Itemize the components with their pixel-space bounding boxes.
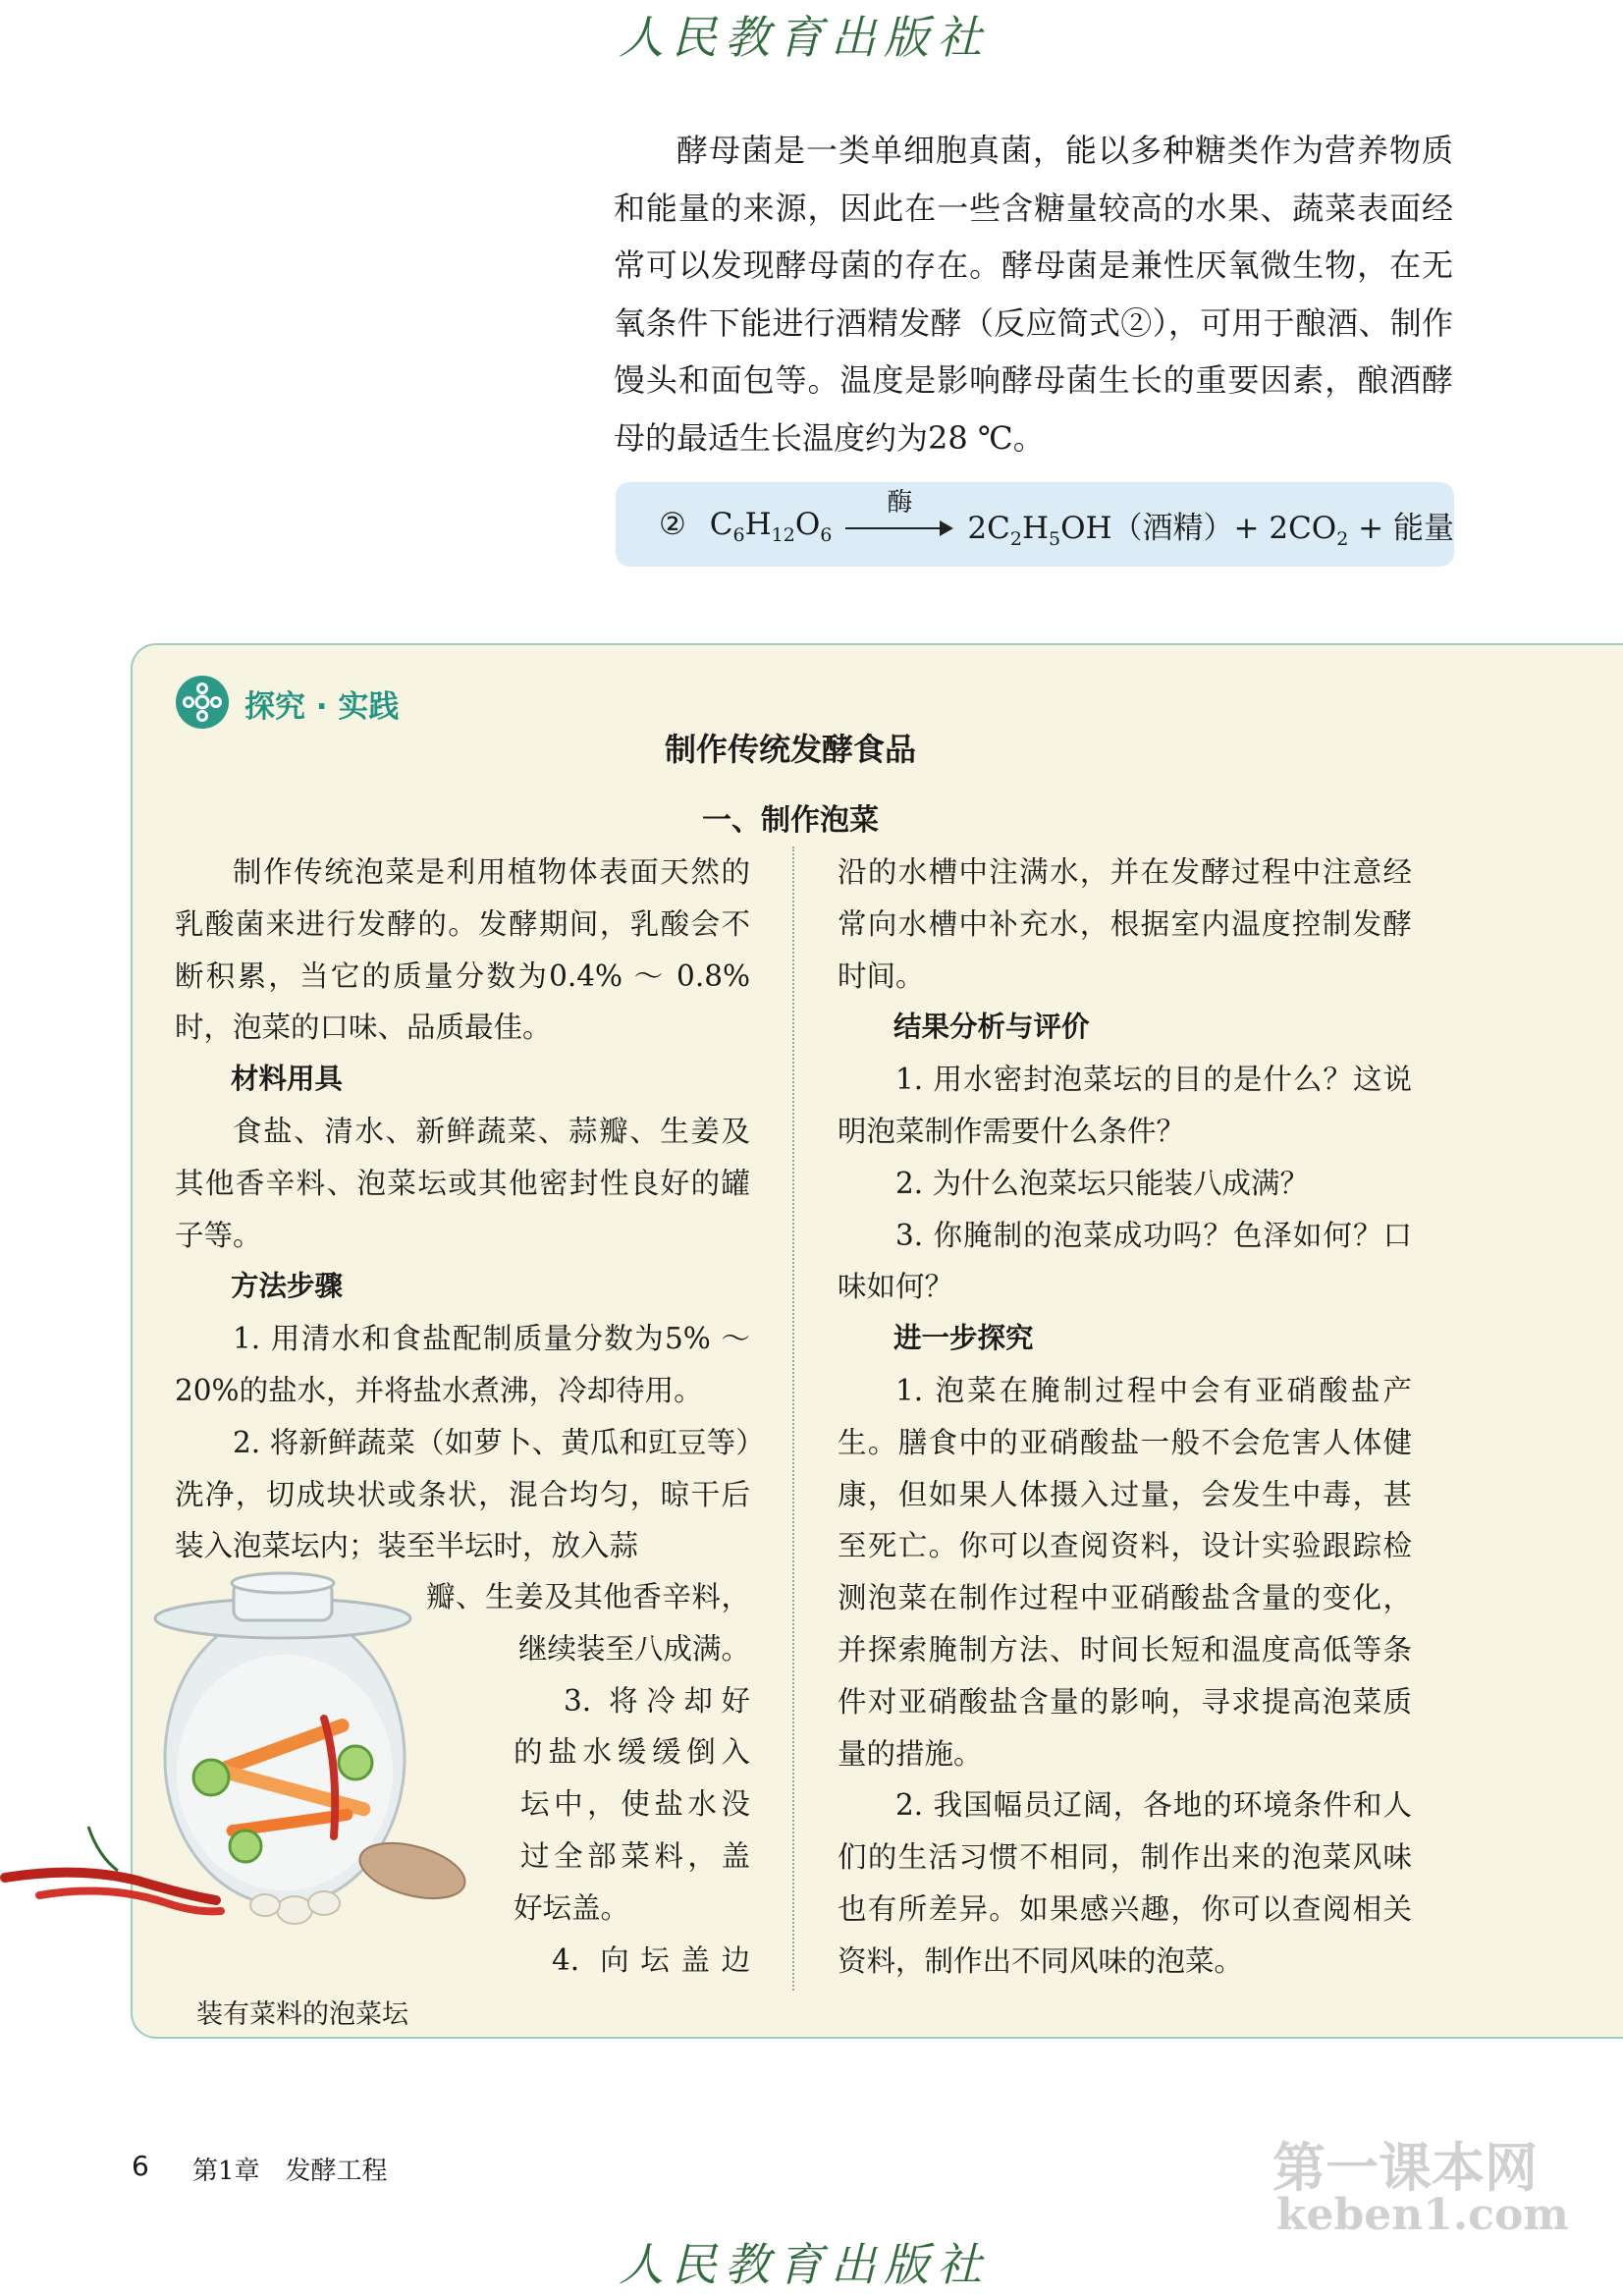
activity-title: 制作传统发酵食品: [664, 731, 916, 768]
result-heading: 结果分析与评价: [893, 1011, 1090, 1044]
activity-subtitle: 一、制作泡菜: [702, 803, 879, 838]
formula-reactant: $C_6H_{12}O_6$: [709, 507, 833, 547]
column-divider: [792, 847, 794, 1991]
publisher-watermark-top: 人民教育出版社: [619, 11, 990, 64]
further-1: 1. 泡菜在腌制过程中会有亚硝酸盐产生。膳食中的亚硝酸盐一般不会危害人体健康，但如果人体摄入过量，会发生中毒，甚至死亡。你可以查阅资料，设计实验跟踪检测泡菜在制作过程中亚硝酸盐含量的变化，并探索腌制方法、时间长短和温度高低等条件对亚硝酸盐含量的影响，寻求提高泡菜质量的措施。: [838, 1373, 1412, 1771]
materials-text: 食盐、清水、新鲜蔬菜、蒜瓣、生姜及其他香辛料、泡菜坛或其他密封性良好的罐子等。: [175, 1114, 750, 1252]
site-watermark-url: keben1.com: [1276, 2190, 1569, 2240]
intro-paragraph: 酵母菌是一类单细胞真菌，能以多种糖类作为营养物质和能量的来源，因此在一些含糖量较高的水果、蔬菜表面经常可以发现酵母菌的存在。酵母菌是兼性厌氧微生物，在无氧条件下能进行酒精发酵（反应简式②），可用于酿酒、制作馒头和面包等。温度是影响酵母菌生长的重要因素，酿酒酵母的最适生长温度约为28 ℃。: [614, 132, 1453, 457]
image-caption: 装有菜料的泡菜坛: [196, 1999, 408, 2030]
pickle-jar-image: [0, 1571, 511, 1994]
chapter-label: 第1章 发酵工程: [192, 2157, 388, 2186]
catalyst-label: 酶: [887, 488, 913, 518]
wrap-line: 好坛盖。: [514, 1891, 630, 1925]
question-3: 3. 你腌制的泡菜成功吗？色泽如何？口味如何？: [838, 1218, 1412, 1304]
wrap-line: 瓣、生姜及其他香辛料，: [426, 1580, 750, 1613]
question-2: 2. 为什么泡菜坛只能装八成满？: [895, 1166, 1310, 1200]
formula-number: ②: [659, 507, 686, 542]
section-badge-label: 探究 · 实践: [244, 689, 400, 725]
further-heading: 进一步探究: [893, 1322, 1034, 1355]
reaction-arrow-icon: [845, 488, 953, 541]
publisher-watermark-bottom: 人民教育出版社: [619, 2238, 990, 2291]
step-4-continued: 沿的水槽中注满水，并在发酵过程中注意经常向水槽中补充水，根据室内温度控制发酵时间。: [838, 855, 1412, 993]
wrap-line: 的盐水缓缓倒入: [514, 1735, 750, 1769]
intro-text: [614, 122, 1453, 466]
wrap-line: 4. 向坛盖边: [552, 1943, 750, 1977]
method-heading: 方法步骤: [231, 1270, 344, 1303]
wrap-line: 3. 将冷却好: [564, 1684, 750, 1718]
step-2: 2. 将新鲜蔬菜（如萝卜、黄瓜和豇豆等）洗净，切成块状或条状，混合均匀，晾干后装入泡菜坛内；装至半坛时，放入蒜: [175, 1425, 750, 1563]
molecule-icon: [176, 676, 229, 729]
step-1: 1. 用清水和食盐配制质量分数为5% ～ 20%的盐水，并将盐水煮沸，冷却待用。: [175, 1322, 750, 1407]
question-1: 1. 用水密封泡菜坛的目的是什么？这说明泡菜制作需要什么条件？: [838, 1063, 1412, 1148]
formula-products: $2C_2H_5OH$（酒精）+ $2CO_2$ + 能量: [967, 510, 1454, 550]
site-watermark: 第一课本网: [1272, 2137, 1538, 2199]
reaction-formula: [616, 482, 1454, 567]
page-number: 6: [132, 2150, 149, 2182]
further-2: 2. 我国幅员辽阔，各地的环境条件和人们的生活习惯不相同，制作出来的泡菜风味也有所差异。如果感兴趣，你可以查阅相关资料，制作出不同风味的泡菜。: [838, 1788, 1412, 1978]
left-intro: 制作传统泡菜是利用植物体表面天然的乳酸菌来进行发酵的。发酵期间，乳酸会不断积累，当它的质量分数为0.4% ～ 0.8%时，泡菜的口味、品质最佳。: [175, 855, 750, 1045]
materials-heading: 材料用具: [231, 1063, 344, 1096]
right-column: [838, 847, 1412, 1988]
wrap-line: 继续装至八成满。: [517, 1632, 750, 1666]
left-column: [175, 847, 750, 1572]
wrap-line: 坛中，使盐水没: [520, 1787, 750, 1821]
wrap-line: 过全部菜料，盖: [520, 1839, 750, 1873]
